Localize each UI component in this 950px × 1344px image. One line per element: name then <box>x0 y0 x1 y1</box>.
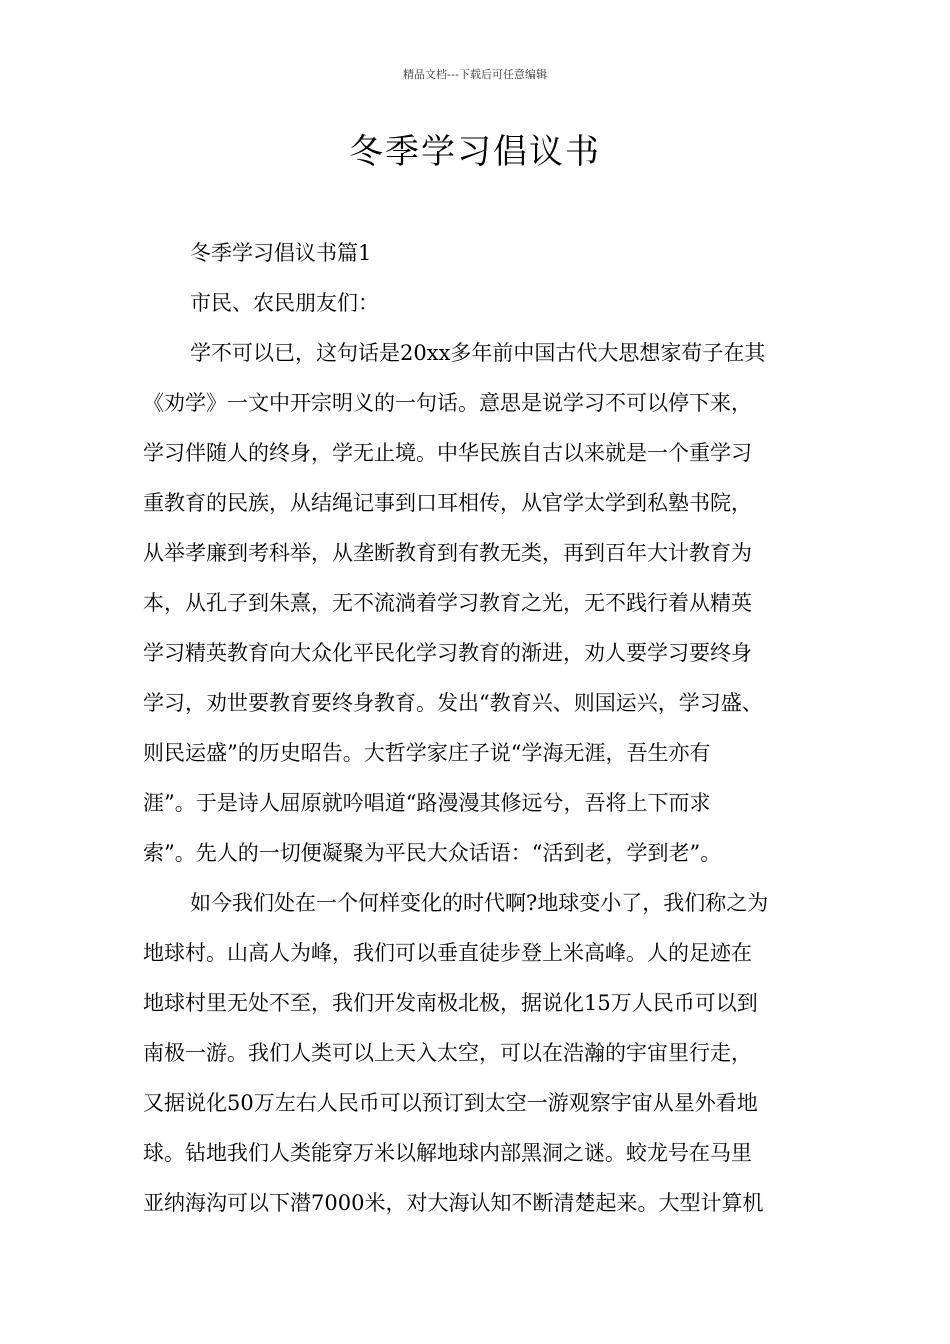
document-body <box>143 228 805 1228</box>
text-line: 球。钻地我们人类能穿万米以解地球内部黑洞之谜。蛟龙号在马里 <box>143 1141 752 1165</box>
text-line: 《劝学》一文中开宗明义的一句话。意思是说学习不可以停下来， <box>143 391 752 415</box>
text-line: 南极一游。我们人类可以上天入太空，可以在浩瀚的宇宙里行走， <box>143 1041 752 1065</box>
text-line: 亚纳海沟可以下潜7000米，对大海认知不断清楚起来。大型计算机 <box>143 1191 764 1215</box>
text-line: 学习伴随人的终身，学无止境。中华民族自古以来就是一个重学习 <box>143 441 752 465</box>
text-line: 重教育的民族，从结绳记事到口耳相传，从官学太学到私塾书院， <box>143 491 752 515</box>
text-line: 地球村里无处不至，我们开发南极北极，据说化15万人民币可以到 <box>143 991 758 1015</box>
text-line: 学习，劝世要教育要终身教育。发出“教育兴、则国运兴，学习盛、 <box>143 691 763 715</box>
text-line: 学习精英教育向大众化平民化学习教育的渐进，劝人要学习要终身 <box>143 641 752 665</box>
header-note: 精品文档---下载后可任意编辑 <box>403 68 547 81</box>
text-line: 冬季学习倡议书篇1 <box>190 241 372 265</box>
document-title: 冬季学习倡议书 <box>349 132 601 172</box>
text-line: 学不可以已，这句话是20xx多年前中国古代大思想家荀子在其 <box>190 341 766 365</box>
text-line: 索”。先人的一切便凝聚为平民大众话语：“活到老，学到老”。 <box>143 841 722 865</box>
text-line: 从举孝廉到考科举，从垄断教育到有教无类，再到百年大计教育为 <box>143 541 752 565</box>
text-line: 市民、农民朋友们： <box>190 291 379 315</box>
text-line: 本，从孔子到朱熹，无不流淌着学习教育之光，无不践行着从精英 <box>143 591 752 615</box>
text-line: 如今我们处在一个何样变化的时代啊?地球变小了，我们称之为 <box>190 891 769 915</box>
text-line: 则民运盛”的历史昭告。大哲学家庄子说“学海无涯，吾生亦有 <box>143 741 711 765</box>
text-line: 又据说化50万左右人民币可以预订到太空一游观察宇宙从星外看地 <box>143 1091 758 1115</box>
text-line: 涯”。于是诗人屈原就吟唱道“路漫漫其修远兮，吾将上下而求 <box>143 791 711 815</box>
text-line: 地球村。山高人为峰，我们可以垂直徒步登上米高峰。人的足迹在 <box>143 941 752 965</box>
